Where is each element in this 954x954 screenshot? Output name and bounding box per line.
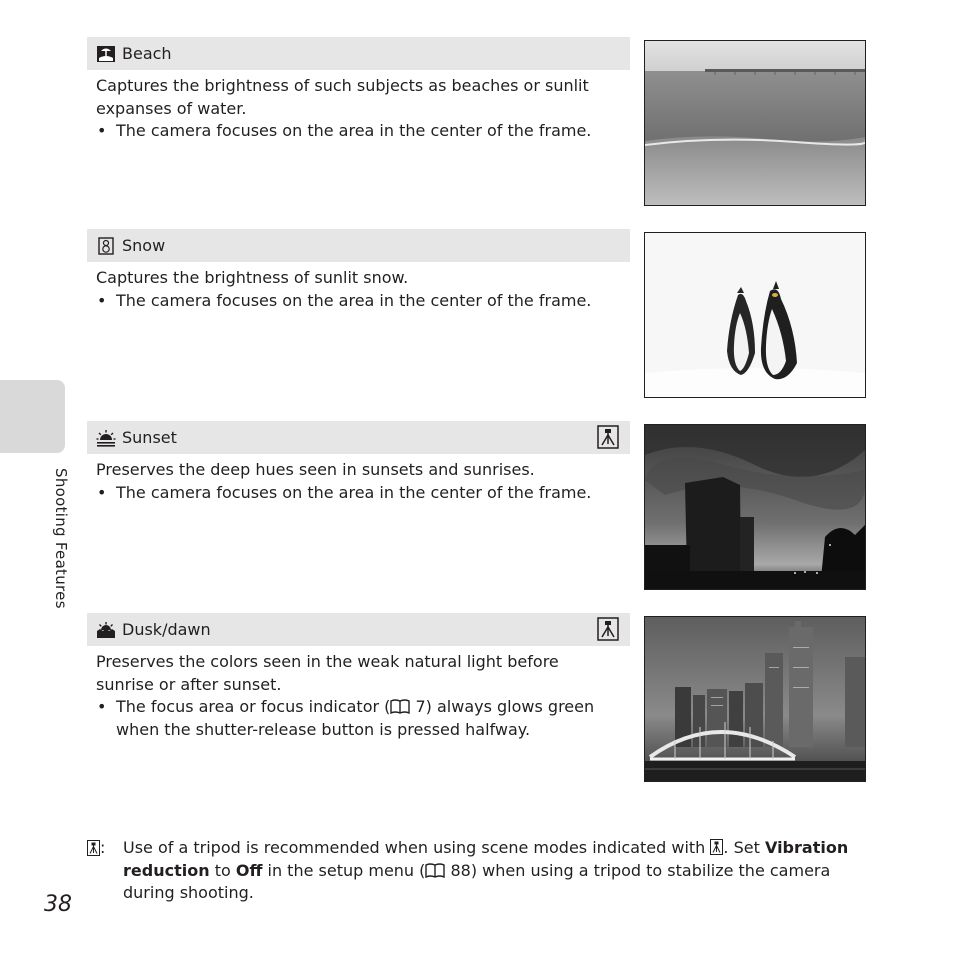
book-reference-icon	[390, 699, 410, 714]
bullet-item: • The focus area or focus indicator ( 7) always glows green when the shutter-release button is pressed halfway.	[96, 696, 616, 741]
tripod-icon	[87, 840, 100, 856]
bullet-item: • The camera focuses on the area in the center of the frame.	[96, 482, 616, 505]
section-header	[87, 37, 630, 70]
description-text: Preserves the deep hues seen in sunsets and sunrises.	[96, 460, 535, 479]
note-text: Use of a tripod is recommended when using scene modes indicated with . Set Vibration reduction to Off in the setup menu ( 88) when using a tripod to stabilize the camera during shooting.	[123, 838, 849, 902]
section-description	[96, 75, 616, 143]
description-text: Preserves the colors seen in the weak natural light before sunrise or after sunset.	[96, 652, 559, 694]
page-number: 38	[44, 892, 72, 917]
penguins-photo	[644, 232, 866, 398]
tripod-note	[87, 837, 877, 905]
section-title: Beach	[122, 44, 172, 63]
sunset-icon	[96, 429, 116, 447]
chapter-label: Shooting Features	[52, 468, 70, 609]
book-reference-icon	[425, 863, 445, 878]
snow-icon	[96, 237, 116, 255]
section-description	[96, 267, 616, 312]
section-header	[87, 229, 630, 262]
note-marker: :	[87, 837, 105, 860]
section-title: Snow	[122, 236, 166, 255]
description-text: Captures the brightness of such subjects as beaches or sunlit expanses of water.	[96, 76, 589, 118]
tripod-icon	[597, 617, 619, 641]
bullet-item: • The camera focuses on the area in the center of the frame.	[96, 290, 616, 313]
section-header	[87, 421, 630, 454]
dusk-city-photo	[644, 616, 866, 782]
beach-photo	[644, 40, 866, 206]
section-description	[96, 459, 616, 504]
sunset-city-photo	[644, 424, 866, 590]
bullet-item: • The camera focuses on the area in the center of the frame.	[96, 120, 616, 143]
section-title: Sunset	[122, 428, 177, 447]
beach-icon	[96, 45, 116, 63]
section-header	[87, 613, 630, 646]
tripod-icon	[597, 425, 619, 449]
description-text: Captures the brightness of sunlit snow.	[96, 268, 409, 287]
section-description	[96, 651, 616, 741]
chapter-tab	[0, 380, 65, 453]
dusk-dawn-icon	[96, 621, 116, 639]
section-title: Dusk/dawn	[122, 620, 211, 639]
tripod-icon	[710, 839, 723, 855]
